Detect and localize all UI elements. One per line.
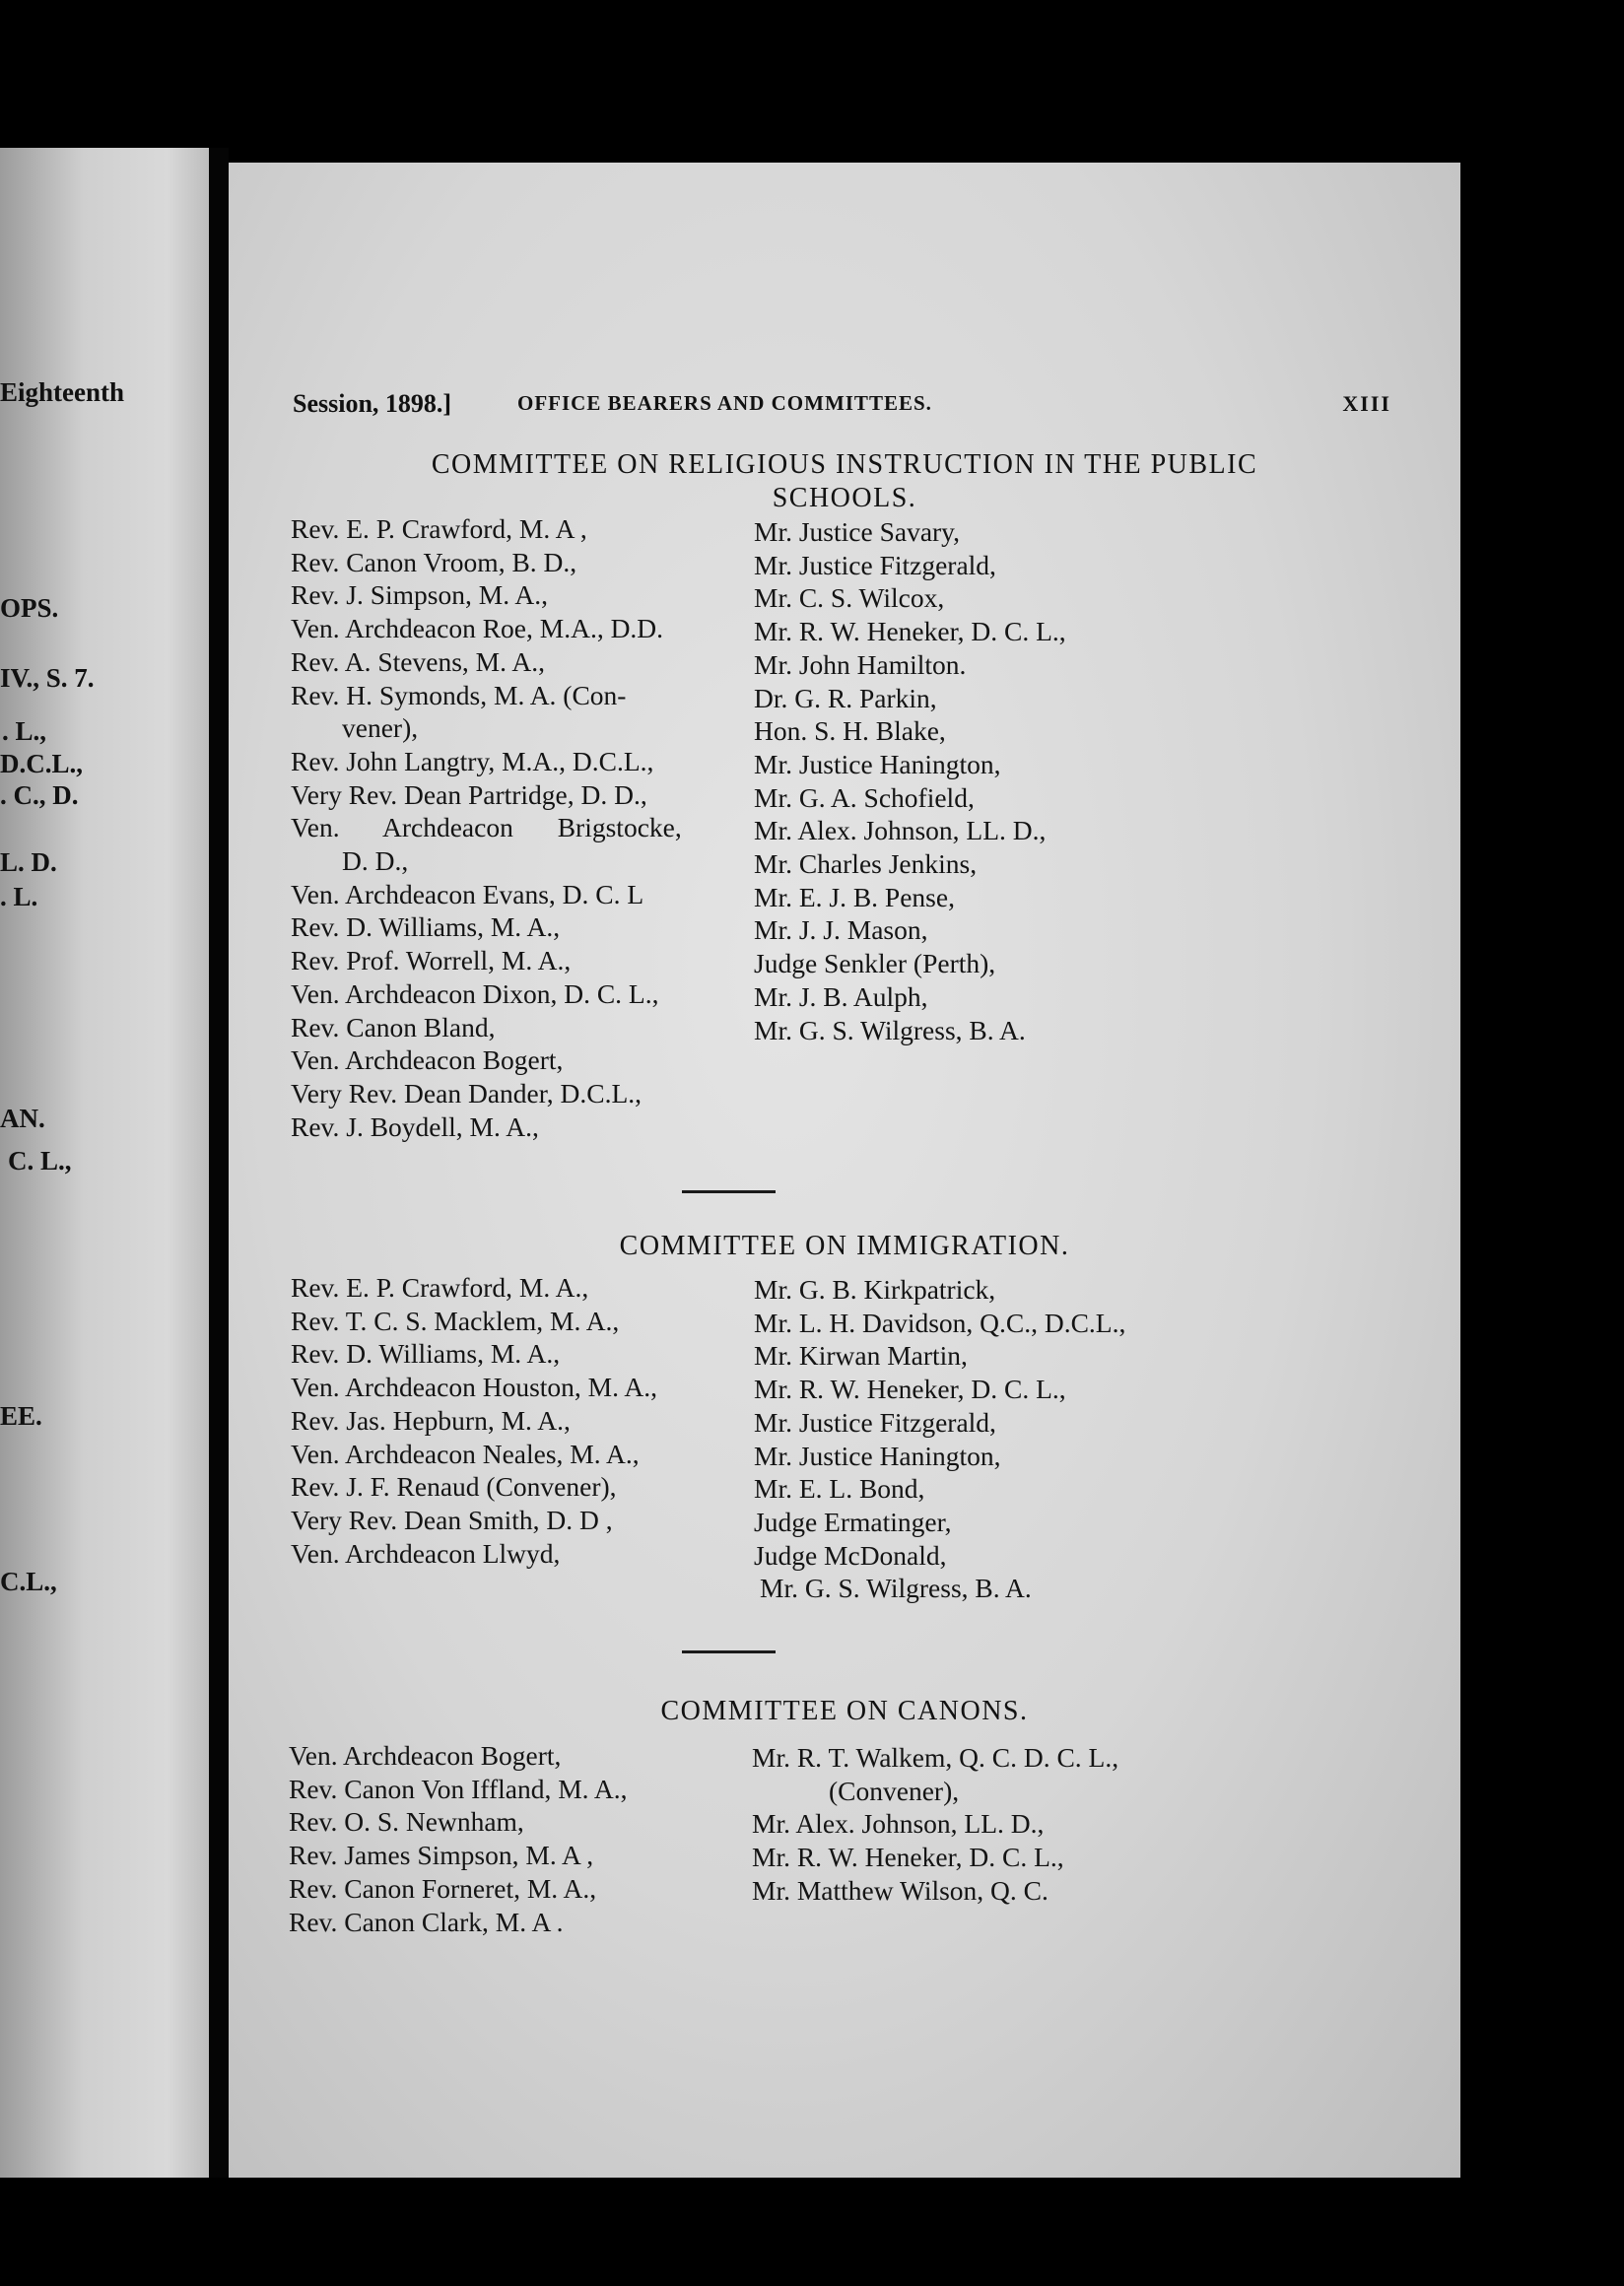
list-item: Very Rev. Dean Smith, D. D , <box>291 1504 613 1535</box>
member-list-clergy <box>291 512 682 1143</box>
list-item: Mr. R. W. Heneker, D. C. L., <box>752 1842 1064 1873</box>
list-item: Mr. Charles Jenkins, <box>754 848 978 880</box>
left-fragment: AN. <box>0 1104 45 1133</box>
list-item: Rev. Canon Von Iffland, M. A., <box>289 1773 628 1804</box>
list-item: Mr. R. W. Heneker, D. C. L., <box>754 616 1066 647</box>
list-item: Rev. James Simpson, M. A , <box>289 1840 594 1871</box>
list-item: Rev. E. P. Crawford, M. A., <box>291 1272 589 1303</box>
session-label: Session, 1898.] <box>293 389 452 418</box>
list-item: Very Rev. Dean Partridge, D. D., <box>291 778 647 810</box>
list-item: Mr. John Hamilton. <box>754 648 967 680</box>
list-item: Mr. C. S. Wilcox, <box>754 582 945 614</box>
list-item: Judge Senkler (Perth), <box>754 948 996 979</box>
list-item: Ven. Archdeacon Neales, M. A., <box>291 1438 640 1469</box>
list-item: Rev. O. S. Newnham, <box>289 1806 524 1838</box>
list-item: Ven. Archdeacon Dixon, D. C. L., <box>291 977 659 1009</box>
list-item: Mr. Justice Fitzgerald, <box>754 1406 996 1438</box>
left-fragment: L. D. <box>0 847 57 877</box>
list-item: Mr. Alex. Johnson, LL. D., <box>752 1808 1045 1840</box>
list-item: Rev. J. Simpson, M. A., <box>291 579 549 611</box>
list-item: Mr. Justice Hanington, <box>754 748 1001 779</box>
list-item: Mr. G. B. Kirkpatrick, <box>754 1274 996 1305</box>
left-fragment: Eighteenth <box>0 377 125 407</box>
list-item: Mr. R. T. Walkem, Q. C. D. C. L., <box>752 1742 1119 1773</box>
list-item: Ven. Archdeacon Evans, D. C. L <box>291 878 644 909</box>
member-list-laity <box>754 1273 1125 1605</box>
list-item: Rev. Jas. Hepburn, M. A., <box>291 1404 571 1436</box>
list-item: Mr. G. S. Wilgress, B. A. <box>754 1014 1026 1045</box>
list-item: Rev. Canon Clark, M. A . <box>289 1906 564 1937</box>
main-page <box>229 163 1460 2178</box>
section-title-canons <box>229 1695 1460 1728</box>
list-item: Mr. G. A. Schofield, <box>754 781 975 813</box>
list-item: Rev. D. Williams, M. A., <box>291 911 561 943</box>
list-item: Judge Ermatinger, <box>754 1506 952 1537</box>
page-gutter <box>209 148 229 2178</box>
list-item: Hon. S. H. Blake, <box>754 715 946 747</box>
list-item: Rev. A. Stevens, M. A., <box>291 645 545 677</box>
list-item: Rev. J. Boydell, M. A., <box>291 1110 539 1142</box>
member-list-laity <box>752 1741 1118 1908</box>
list-item: Ven. Archdeacon Roe, M.A., D.D. <box>291 613 664 644</box>
list-item: Dr. G. R. Parkin, <box>754 682 937 713</box>
list-item: Rev. E. P. Crawford, M. A , <box>291 513 587 544</box>
list-item: Rev. John Langtry, M.A., D.C.L., <box>291 745 654 776</box>
list-item: D. D., <box>342 845 409 877</box>
list-item: Mr. J. J. Mason, <box>754 914 928 946</box>
list-item: Rev. J. F. Renaud (Convener), <box>291 1471 617 1503</box>
list-item: Rev. Canon Bland, <box>291 1011 496 1042</box>
page-number: XIII <box>1342 391 1391 416</box>
section-title-line: COMMITTEE ON RELIGIOUS INSTRUCTION IN THE PUBLIC <box>431 449 1258 480</box>
list-item: Mr. Justice Hanington, <box>754 1440 1001 1471</box>
list-item: Mr. G. S. Wilgress, B. A. <box>760 1573 1032 1604</box>
list-item: Ven. Archdeacon Houston, M. A., <box>291 1372 657 1403</box>
list-item: Mr. Alex. Johnson, LL. D., <box>754 815 1047 846</box>
list-item: (Convener), <box>829 1775 960 1806</box>
list-item: Mr. L. H. Davidson, Q.C., D.C.L., <box>754 1307 1126 1338</box>
list-item: Mr. R. W. Heneker, D. C. L., <box>754 1374 1066 1405</box>
member-list-laity <box>754 515 1066 1046</box>
section-divider <box>682 1190 776 1193</box>
member-list-clergy <box>291 1271 657 1570</box>
section-divider <box>682 1650 776 1653</box>
running-head <box>293 389 1391 429</box>
list-item: Mr. J. B. Aulph, <box>754 980 928 1012</box>
list-item: Judge McDonald, <box>754 1539 947 1571</box>
list-item: vener), <box>342 712 419 744</box>
left-fragment: OPS. <box>0 593 59 623</box>
previous-page-fragment <box>0 148 209 2178</box>
section-title-line: COMMITTEE ON IMMIGRATION. <box>619 1231 1070 1261</box>
member-list-clergy <box>289 1739 628 1938</box>
list-item: Ven. Archdeacon Llwyd, <box>291 1537 561 1569</box>
list-item: Rev. Canon Forneret, M. A., <box>289 1872 597 1904</box>
left-fragment: C. L., <box>8 1146 72 1176</box>
list-item: Mr. E. J. B. Pense, <box>754 881 955 912</box>
left-fragment: . L. <box>0 882 38 911</box>
left-fragment: . L., <box>2 716 47 746</box>
left-fragment: D.C.L., <box>0 749 84 778</box>
running-title: OFFICE BEARERS AND COMMITTEES. <box>517 391 932 415</box>
list-item: Rev. Canon Vroom, B. D., <box>291 546 577 577</box>
list-item: Ven. Archdeacon Brigstocke, <box>291 812 682 843</box>
left-fragment: EE. <box>0 1401 42 1431</box>
list-item: Mr. Matthew Wilson, Q. C. <box>752 1874 1049 1906</box>
left-fragment: IV., S. 7. <box>0 663 95 693</box>
section-title-line: SCHOOLS. <box>772 483 917 513</box>
list-item: Ven. Archdeacon Bogert, <box>291 1044 564 1076</box>
list-item: Mr. Kirwan Martin, <box>754 1340 968 1372</box>
list-item: Rev. H. Symonds, M. A. (Con- <box>291 679 627 710</box>
list-item: Rev. D. Williams, M. A., <box>291 1338 561 1370</box>
list-item: Mr. Justice Fitzgerald, <box>754 549 996 580</box>
left-fragment: . C., D. <box>0 780 79 810</box>
section-title-line: COMMITTEE ON CANONS. <box>660 1696 1029 1726</box>
list-item: Ven. Archdeacon Bogert, <box>289 1740 562 1771</box>
left-fragment: C.L., <box>0 1567 57 1596</box>
list-item: Rev. Prof. Worrell, M. A., <box>291 945 572 976</box>
section-title-religious-instruction <box>229 448 1460 515</box>
list-item: Mr. Justice Savary, <box>754 516 961 547</box>
section-title-immigration <box>229 1230 1460 1263</box>
list-item: Rev. T. C. S. Macklem, M. A., <box>291 1305 620 1336</box>
list-item: Very Rev. Dean Dander, D.C.L., <box>291 1077 643 1109</box>
list-item: Mr. E. L. Bond, <box>754 1473 925 1505</box>
